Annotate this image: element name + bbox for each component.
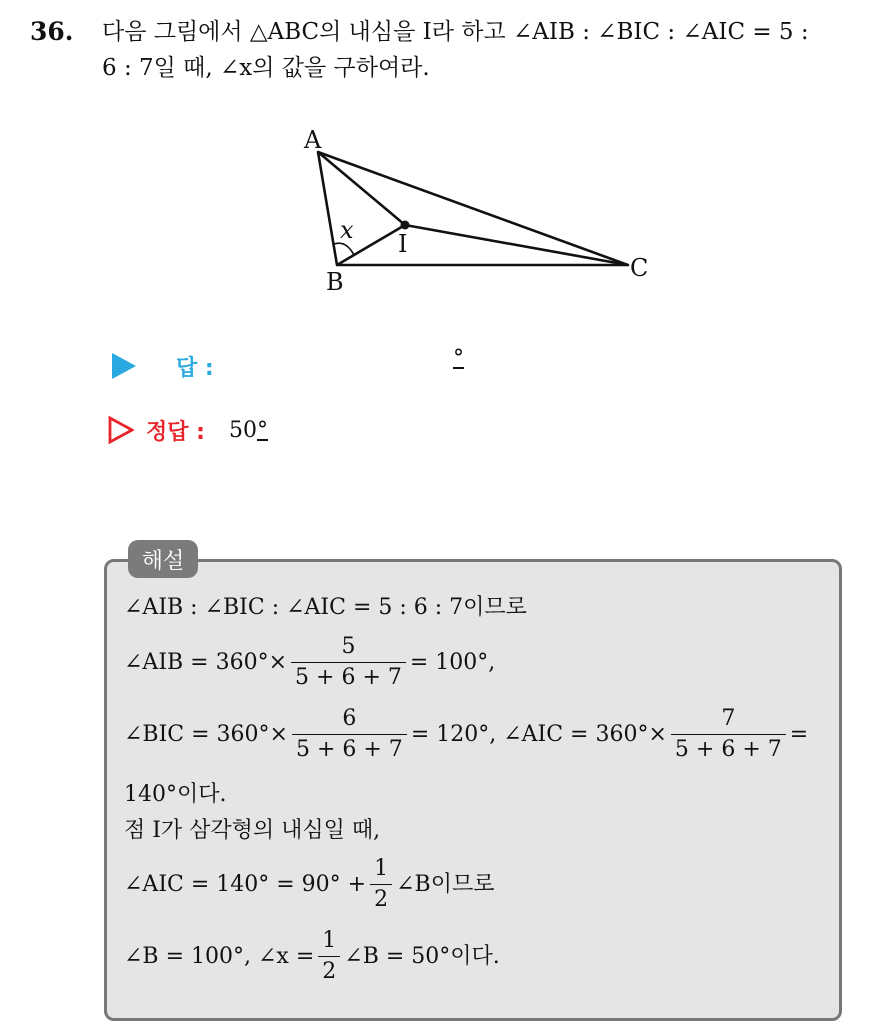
incenter-statement: 점 I가 삼각형의 내심일 때, — [124, 818, 381, 843]
answer-label: 답 : — [176, 355, 214, 381]
bic-result-aic-expr: = 120°, ∠AIC = 360°× — [410, 721, 667, 747]
fraction-half-1 — [370, 854, 392, 915]
solution-ratio-text: ∠AIB : ∠BIC : ∠AIC = 5 : 6 : 7이므로 — [124, 595, 527, 620]
solution-line-4 — [124, 779, 227, 811]
fraction-denominator: 5 + 6 + 7 — [292, 734, 407, 765]
aic-formula: ∠AIC = 140° = 90° + — [124, 871, 367, 897]
final-answer-text: ∠B = 50°이다. — [344, 943, 500, 969]
bic-expr: ∠BIC = 360°× — [124, 721, 288, 747]
fraction-numerator: 6 — [342, 706, 357, 731]
correct-value — [229, 418, 268, 443]
solution-line-6 — [124, 854, 494, 915]
segment-ai — [318, 152, 405, 225]
question-text — [102, 14, 872, 86]
label-a: A — [304, 126, 322, 154]
question-line-2: 6 : 7일 때, ∠x의 값을 구하여라. — [102, 55, 430, 81]
fraction-bic — [292, 704, 407, 765]
fraction-denominator: 5 + 6 + 7 — [291, 662, 406, 693]
fraction-numerator: 1 — [374, 856, 389, 881]
fraction-half-2 — [318, 926, 340, 987]
solution-line-3 — [124, 704, 808, 765]
solution-line-7 — [124, 926, 500, 987]
correct-answer-row — [108, 410, 268, 450]
angle-x-arc — [334, 243, 354, 255]
correct-label: 정답 : — [146, 419, 205, 445]
solution-tag: 해설 — [128, 540, 198, 578]
label-i: I — [398, 230, 408, 258]
play-triangle-icon — [112, 353, 136, 379]
answer-row — [108, 346, 464, 386]
correct-unit: ° — [256, 417, 268, 443]
label-x: x — [340, 216, 354, 244]
label-c: C — [630, 254, 649, 282]
question-line-1: 다음 그림에서 △ABC의 내심을 I라 하고 ∠AIB : ∠BIC : ∠AIC = 5 : — [102, 19, 809, 45]
solution-line-1 — [124, 592, 527, 624]
solution-line-5 — [124, 815, 380, 847]
triangle-figure — [290, 118, 670, 308]
question-number: 36. — [30, 17, 74, 46]
aib-result: = 100°, — [409, 649, 496, 675]
correct-number: 50 — [228, 417, 257, 443]
aic-result: 140°이다. — [124, 782, 227, 807]
fraction-denominator: 2 — [318, 956, 340, 987]
answer-blank-degree[interactable]: ° — [453, 346, 464, 371]
fraction-aib — [291, 632, 406, 693]
label-b: B — [326, 268, 344, 296]
fraction-denominator: 2 — [370, 884, 392, 915]
angle-b-text: ∠B이므로 — [396, 871, 495, 897]
outline-triangle-icon — [108, 416, 134, 444]
angle-b-value: ∠B = 100°, ∠x = — [124, 943, 315, 969]
fraction-numerator: 7 — [721, 706, 736, 731]
fraction-numerator: 5 — [341, 634, 356, 659]
solution-line-2 — [124, 632, 495, 693]
segment-ci — [405, 225, 628, 265]
fraction-aic — [671, 704, 786, 765]
fraction-denominator: 5 + 6 + 7 — [671, 734, 786, 765]
aic-equals: = — [789, 721, 809, 747]
aib-expr: ∠AIB = 360°× — [124, 649, 288, 675]
fraction-numerator: 1 — [322, 928, 337, 953]
incenter-point — [401, 221, 410, 230]
